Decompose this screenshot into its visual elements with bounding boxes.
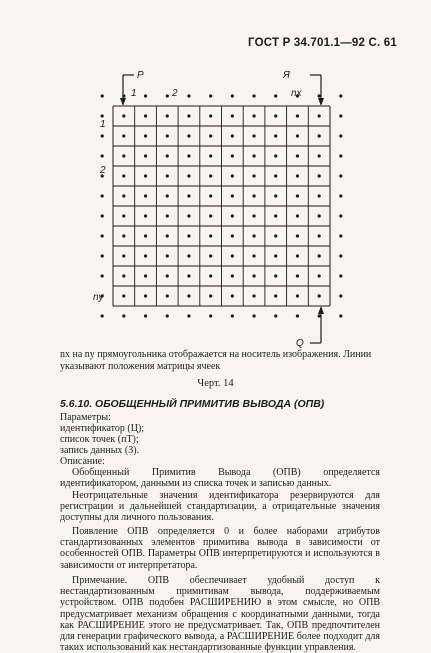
cell-dot	[296, 214, 299, 217]
cell-dot	[187, 314, 190, 317]
cell-dot	[296, 314, 299, 317]
cell-dot	[187, 234, 190, 237]
cell-dot	[339, 314, 342, 317]
cell-dot	[166, 234, 169, 237]
cell-dot	[274, 314, 277, 317]
cell-dot	[144, 254, 147, 257]
cell-dot	[252, 114, 255, 117]
cell-dot	[122, 154, 125, 157]
cell-dot	[339, 114, 342, 117]
cell-dot	[339, 234, 342, 237]
paragraph-definition: Обобщенный Примитив Вывода (ОПВ) определяется идентификатором, данными из списка точек и записью данных.	[60, 467, 380, 490]
cell-dot	[296, 194, 299, 197]
cell-dot	[274, 94, 277, 97]
cell-dot	[296, 254, 299, 257]
cell-dot	[231, 254, 234, 257]
cell-dot	[231, 314, 234, 317]
cell-dot	[231, 194, 234, 197]
cell-dot	[166, 134, 169, 137]
cell-dot	[122, 134, 125, 137]
cell-dot	[166, 214, 169, 217]
cell-dot	[231, 94, 234, 97]
cell-dot	[101, 234, 104, 237]
cell-dot	[101, 94, 104, 97]
cell-dot	[166, 294, 169, 297]
cell-dot	[231, 154, 234, 157]
cell-dot	[231, 234, 234, 237]
cell-dot	[252, 194, 255, 197]
cell-dot	[187, 214, 190, 217]
cell-dot	[231, 294, 234, 297]
cell-dot	[274, 134, 277, 137]
cell-dot	[187, 134, 190, 137]
cell-dot	[318, 314, 321, 317]
cell-dot	[187, 154, 190, 157]
cell-dot	[144, 134, 147, 137]
cell-dot	[296, 154, 299, 157]
cell-dot	[252, 234, 255, 237]
row-label-1: 1	[100, 119, 106, 130]
cell-dot	[318, 154, 321, 157]
cell-dot	[122, 114, 125, 117]
cell-dot	[296, 274, 299, 277]
figure-caption-line2: указывают положения матрицы ячеек	[60, 361, 221, 372]
cell-dot	[318, 194, 321, 197]
cell-dot	[166, 314, 169, 317]
cell-dot	[318, 214, 321, 217]
cell-dot	[296, 234, 299, 237]
parameters-list	[60, 412, 144, 467]
cell-dot	[209, 94, 212, 97]
row-label-ny: ny	[93, 292, 104, 303]
cell-dot	[274, 174, 277, 177]
cell-dot	[274, 194, 277, 197]
param-line: запись данных (З).	[60, 445, 140, 456]
cell-dot	[101, 134, 104, 137]
cell-dot	[101, 314, 104, 317]
cell-dot	[187, 254, 190, 257]
cell-dot	[252, 214, 255, 217]
col-label-1: 1	[131, 88, 137, 99]
cell-dot	[274, 234, 277, 237]
cell-dot	[296, 174, 299, 177]
p-label: P	[137, 70, 144, 81]
cell-dot	[252, 294, 255, 297]
cell-dot	[252, 94, 255, 97]
q-top-label: Я	[283, 70, 290, 81]
cell-dot	[122, 214, 125, 217]
cell-dot	[101, 114, 104, 117]
cell-dot	[252, 154, 255, 157]
cell-dot	[318, 234, 321, 237]
cell-dot	[166, 94, 169, 97]
param-line: Описание:	[60, 456, 105, 467]
cell-dot	[274, 114, 277, 117]
param-line: идентификатор (Ц);	[60, 423, 145, 434]
cell-dot	[274, 154, 277, 157]
cell-dot	[339, 214, 342, 217]
figure-title: Черт. 14	[197, 378, 234, 389]
cell-dot	[187, 294, 190, 297]
cell-dot	[144, 154, 147, 157]
cell-dot	[122, 254, 125, 257]
cell-dot	[252, 174, 255, 177]
cell-dot	[187, 194, 190, 197]
cell-dot	[339, 134, 342, 137]
cell-dot	[231, 274, 234, 277]
cell-dot	[252, 314, 255, 317]
cell-dot	[187, 114, 190, 117]
cell-dot	[274, 294, 277, 297]
cell-dot	[144, 174, 147, 177]
cell-dot	[187, 94, 190, 97]
cell-dot	[101, 194, 104, 197]
cell-dot	[122, 274, 125, 277]
row-label-2: 2	[100, 165, 106, 176]
cell-dot	[231, 174, 234, 177]
col-label-nx: nx	[291, 88, 302, 99]
cell-dot	[209, 174, 212, 177]
cell-dot	[122, 234, 125, 237]
cell-dot	[209, 254, 212, 257]
cell-dot	[231, 114, 234, 117]
cell-dot	[187, 274, 190, 277]
cell-dot	[339, 194, 342, 197]
cell-dot	[318, 134, 321, 137]
cell-dot	[209, 274, 212, 277]
cell-dot	[144, 94, 147, 97]
cell-dot	[166, 274, 169, 277]
cell-dot	[296, 114, 299, 117]
cell-dot	[144, 274, 147, 277]
cell-dot	[144, 234, 147, 237]
cell-dot	[339, 254, 342, 257]
cell-dot	[231, 134, 234, 137]
cell-dot	[166, 254, 169, 257]
cell-dot	[144, 194, 147, 197]
cell-dot	[339, 94, 342, 97]
figure-caption-line1: nx на ny прямоугольника отображается на носитель изображения. Линии	[60, 349, 372, 360]
cell-dot	[274, 274, 277, 277]
section-heading: 5.6.10. ОБОБЩЕННЫЙ ПРИМИТИВ ВЫВОДА (ОПВ)	[60, 398, 325, 410]
cell-dot	[209, 134, 212, 137]
cell-dot	[209, 194, 212, 197]
cell-dot	[144, 314, 147, 317]
cell-dot	[318, 294, 321, 297]
cell-dot	[101, 214, 104, 217]
cell-dot	[144, 114, 147, 117]
col-label-2: 2	[172, 88, 178, 99]
cell-dot	[166, 114, 169, 117]
cell-dot	[166, 154, 169, 157]
cell-dot	[209, 154, 212, 157]
cell-dot	[101, 254, 104, 257]
paragraph-note: Примечание. ОПВ обеспечивает удобный доступ к нестандартизованным примитивам вывода, поддерживаемым устройством. ОПВ подобен РАСШИРЕНИЮ в этом смысле, но ОПВ предусматривает механизм обращения с координатными данными, тогда как РАСШИРЕНИЕ этого не предусматривает. Так, ОПВ предпочтителен для генерации графического вывода, а РАСШИРЕНИЕ более подходит для таких использований как нестандартизованные функции управления.	[60, 575, 380, 653]
cell-dot	[252, 254, 255, 257]
q-bottom-label: Q	[296, 338, 304, 349]
cell-dot	[122, 174, 125, 177]
cell-dot	[339, 294, 342, 297]
cell-dot	[209, 114, 212, 117]
q-top-marker	[282, 70, 324, 106]
cell-dot	[252, 134, 255, 137]
cell-dot	[339, 274, 342, 277]
cell-dot	[209, 294, 212, 297]
cell-dot	[296, 134, 299, 137]
q-bottom-marker	[296, 306, 324, 349]
cell-dot	[166, 174, 169, 177]
cell-dot	[274, 214, 277, 217]
cell-dot	[144, 214, 147, 217]
cell-dot	[252, 274, 255, 277]
cell-dot	[122, 314, 125, 317]
paragraph-identifier: Неотрицательные значения идентификатора резервируются для регистрации и дальнейшей стандартизации, а отрицательные значения доступны для личного пользования.	[60, 490, 380, 524]
cell-dot	[318, 114, 321, 117]
param-line: список точек (пТ);	[60, 434, 139, 445]
cell-dot	[296, 294, 299, 297]
cell-dot	[318, 254, 321, 257]
cell-dot	[187, 174, 190, 177]
cell-dot	[122, 294, 125, 297]
param-line: Параметры:	[60, 412, 111, 423]
cell-dot	[209, 234, 212, 237]
cell-dot	[231, 214, 234, 217]
cell-dot	[339, 154, 342, 157]
cell-dot	[144, 294, 147, 297]
paragraph-appearance: Появление ОПВ определяется 0 и более наборами атрибутов стандартизованных элементов примитива вывода в зависимости от особенностей ОПВ. Параметры ОПВ интерпретируются и используются в зависимости от интерпретатора.	[60, 526, 380, 571]
cell-dot	[209, 214, 212, 217]
page-header: ГОСТ Р 34.701.1—92 С. 61	[248, 37, 397, 49]
cell-dot	[318, 174, 321, 177]
cell-dot	[274, 254, 277, 257]
cell-dot	[318, 274, 321, 277]
cell-dot	[101, 154, 104, 157]
cell-dot	[166, 194, 169, 197]
cell-dot	[122, 194, 125, 197]
cell-dot	[209, 314, 212, 317]
cell-dot	[101, 274, 104, 277]
cell-dot	[339, 174, 342, 177]
cell-dot	[318, 94, 321, 97]
